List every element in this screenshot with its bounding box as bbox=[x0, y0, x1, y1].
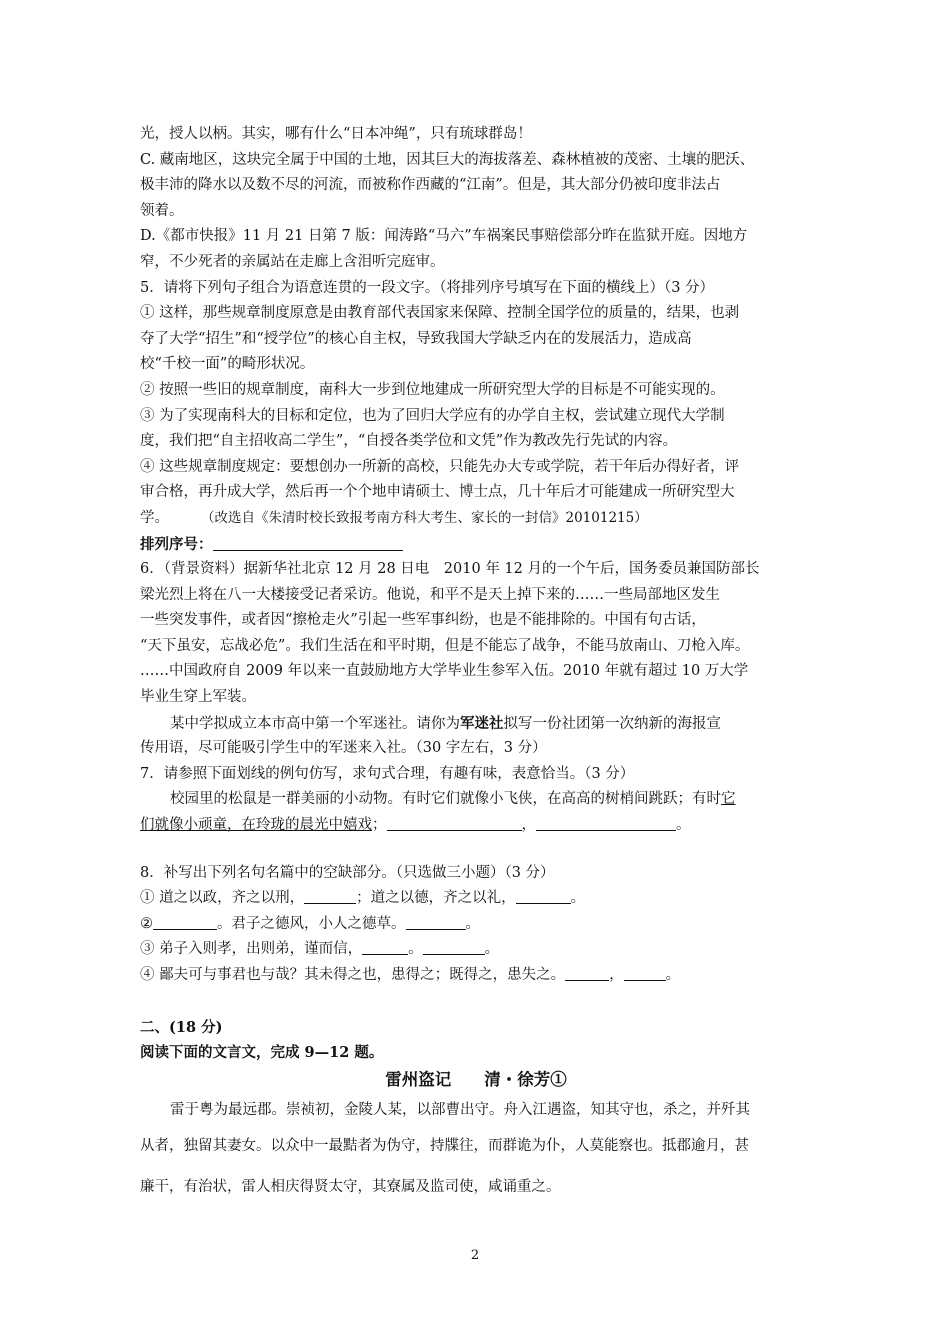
text-fragment: ； bbox=[372, 817, 387, 834]
source-citation: （改选自《朱清时校长致报考南方科大考生、家长的一封信》20101215） bbox=[201, 509, 648, 526]
fill-blank[interactable] bbox=[304, 887, 356, 904]
text-line: 窄，不少死者的亲属站在走廊上含泪听完庭审。 bbox=[140, 253, 445, 270]
imitation-blank[interactable] bbox=[536, 814, 676, 831]
sentence-4: ④ 这些规章制度规定：要想创办一所新的高校，只能先办大专或学院，若干年后办得好者，评 bbox=[140, 458, 740, 475]
text-line: 夺了大学“招生”和“授学位”的核心自主权，导致我国大学缺乏内在的发展活力，造成高 bbox=[140, 330, 692, 347]
fill-blank[interactable] bbox=[624, 964, 666, 981]
text-fragment: 。 bbox=[570, 890, 586, 907]
text-line: 校“千校一面”的畸形状况。 bbox=[140, 356, 315, 373]
text-line: 毕业生穿上军装。 bbox=[140, 689, 256, 706]
fill-blank[interactable] bbox=[362, 938, 408, 955]
underlined-example: 们就像小顽童，在玲珑的晨光中嬉戏 bbox=[140, 817, 372, 834]
text-fragment: 。 bbox=[484, 941, 500, 958]
question-5-prompt: 5．请将下列句子组合为语意连贯的一段文字。（将排列序号填写在下面的横线上）（3 分） bbox=[140, 279, 715, 296]
text-fragment: 拟写一份社团第一次纳新的海报宣 bbox=[503, 715, 721, 732]
task-line bbox=[140, 711, 812, 737]
text-fragment: 。 bbox=[465, 915, 480, 932]
text-line: 传用语，尽可能吸引学生中的军迷来入社。（30 字左右，3 分） bbox=[140, 740, 547, 757]
sentence-2: ② 按照一些旧的规章制度，南科大一步到位地建成一所研究型大学的目标是不可能实现的。 bbox=[140, 381, 725, 398]
underlined-example: 它 bbox=[721, 791, 736, 808]
text-line: ……中国政府自 2009 年以来一直鼓励地方大学毕业生参军入伍。2010 年就有超过 10 万大学 bbox=[140, 663, 749, 680]
source-line bbox=[140, 506, 812, 532]
fill-line-1 bbox=[140, 886, 812, 912]
text-fragment: ；道之以德，齐之以礼， bbox=[356, 890, 516, 907]
text-fragment: 学。 bbox=[140, 509, 169, 526]
passage-line: 从者，独留其妻女。以众中一最黠者为伪守，持牒往，而群诡为仆，人莫能察也。抵郡逾月，甚 bbox=[140, 1137, 749, 1154]
section-instruction: 阅读下面的文言文，完成 9—12 题。 bbox=[140, 1044, 384, 1062]
text-fragment: 校园里的松鼠是一群美丽的小动物。有时它们就像小飞侠，在高高的树梢间跳跃；有时 bbox=[170, 791, 721, 808]
text-fragment: 。君子之德风，小人之德草。 bbox=[217, 915, 406, 932]
text-fragment: ， bbox=[521, 817, 536, 834]
text-line: 梁光烈上将在八一大楼接受记者采访。他说，和平不是天上掉下来的……一些局部地区发生 bbox=[140, 586, 720, 603]
page-number: 2 bbox=[470, 1248, 480, 1263]
text-fragment: ② bbox=[140, 915, 153, 932]
passage-line: 雷于粤为最远郡。崇祯初，金陵人某，以部曹出守。舟入江遇盗，知其守也，杀之，并歼其 bbox=[170, 1101, 750, 1118]
text-line: 领着。 bbox=[140, 202, 184, 219]
text-fragment: ， bbox=[609, 967, 624, 983]
order-label: 排列序号： bbox=[140, 535, 213, 553]
text-line: 一些突发事件，或者因“擦枪走火”引起一些军事纠纷，也是不能排除的。中国有句古话， bbox=[140, 612, 706, 629]
text-fragment: 。 bbox=[665, 967, 681, 983]
option-d-line: D.《都市快报》11 月 21 日第 7 版：闻涛路“马六”车祸案民事赔偿部分昨在监狱开庭。因地方 bbox=[140, 228, 748, 245]
question-8-prompt: 8．补写出下列名句名篇中的空缺部分。（只选做三小题）（3 分） bbox=[140, 864, 555, 881]
text-fragment: ① 道之以政，齐之以刑， bbox=[140, 890, 305, 907]
text-line: 度，我们把“自主招收高二学生”，“自授各类学位和文凭”作为教改先行先试的内容。 bbox=[140, 433, 678, 450]
document-page bbox=[140, 122, 812, 1208]
question-6-prompt: 6．（背景资料）据新华社北京 12 月 28 日电 2010 年 12 月的一个午后，国务委员兼国防部长 bbox=[140, 561, 760, 578]
fill-blank[interactable] bbox=[423, 938, 485, 955]
fill-blank[interactable] bbox=[565, 964, 609, 981]
fill-line-2 bbox=[140, 912, 812, 938]
fill-blank[interactable] bbox=[516, 887, 571, 904]
fill-blank[interactable] bbox=[153, 913, 217, 930]
section-heading: 二、(18 分) bbox=[140, 1018, 223, 1036]
question-7-prompt: 7．请参照下面划线的例句仿写，求句式合理，有趣有味，表意恰当。（3 分） bbox=[140, 765, 635, 782]
text-line: 极丰沛的降水以及数不尽的河流，而被称作西藏的“江南”。但是，其大部分仍被印度非法占 bbox=[140, 177, 721, 194]
fill-line-4 bbox=[140, 963, 812, 989]
text-fragment: 。 bbox=[408, 941, 423, 958]
text-fragment: 。 bbox=[676, 817, 691, 834]
passage-title: 雷州盗记 清・徐芳① bbox=[385, 1069, 567, 1089]
text-fragment: 某中学拟成立本市高中第一个军迷社。请你为 bbox=[170, 715, 460, 732]
fill-blank[interactable] bbox=[406, 913, 466, 930]
text-fragment: ④ 鄙夫可与事君也与哉？其未得之也，患得之；既得之，患失之。 bbox=[140, 967, 566, 983]
imitation-blank[interactable] bbox=[387, 814, 522, 831]
club-name: 军迷社 bbox=[460, 714, 504, 732]
sentence-1: ① 这样，那些规章制度原意是由教育部代表国家来保障、控制全国学位的质量的，结果，也剥 bbox=[140, 305, 740, 322]
sentence-3: ③ 为了实现南科大的目标和定位，也为了回归大学应有的办学自主权，尝试建立现代大学制 bbox=[140, 407, 725, 424]
fill-line-3 bbox=[140, 937, 812, 963]
example-line bbox=[140, 787, 812, 813]
order-answer-blank[interactable] bbox=[213, 534, 403, 551]
order-answer-line bbox=[140, 532, 812, 558]
option-c-line: C. 藏南地区，这块完全属于中国的土地，因其巨大的海拔落差、森林植被的茂密、土壤的肥沃、 bbox=[140, 151, 755, 168]
text-line: 光，授人以柄。其实，哪有什么“日本冲绳”，只有琉球群岛！ bbox=[140, 126, 532, 142]
passage-line: 廉干，有治状，雷人相庆得贤太守，其寮属及监司使，咸诵重之。 bbox=[140, 1178, 561, 1195]
text-line: “天下虽安，忘战必危”。我们生活在和平时期，但是不能忘了战争，不能马放南山、刀枪入库。 bbox=[140, 637, 750, 654]
text-fragment: ③ 弟子入则孝，出则弟，谨而信， bbox=[140, 941, 363, 958]
text-line: 审合格，再升成大学，然后再一个个地申请硕士、博士点，几十年后才可能建成一所研究型大 bbox=[140, 484, 735, 501]
example-line bbox=[140, 813, 812, 839]
